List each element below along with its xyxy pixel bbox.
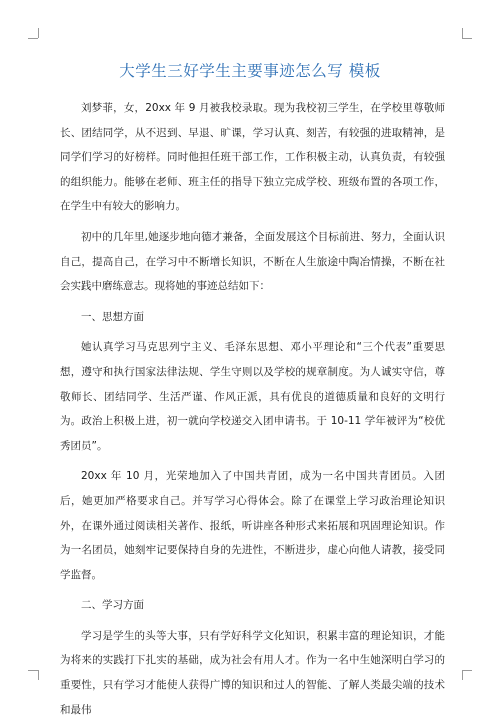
section-heading-thought: 一、思想方面 bbox=[81, 310, 144, 323]
paragraph-study: 学习是学生的头等大事，只有学好科学文化知识，积累丰富的理论知识，才能为将来的实践打下扎实的基础，成为社会有用人才。作为一名中生她深明白学习的重要性，只有学习才能使人获得广博的知识和过人的智能、了解人类最尖端的技术和最伟 bbox=[60, 629, 445, 716]
paragraph-overview: 初中的几年里,她逐步地向德才兼备，全面发展这个目标前进、努力，全面认识自己，提高自己，在学习中不断增长知识，不断在人生旅途中陶冶情操，不断在社会实践中磨练意志。现将她的事迹总结如下： bbox=[60, 230, 445, 293]
section-heading-study: 二、学习方面 bbox=[81, 599, 144, 612]
paragraph-league: 20xx 年 10 月，光荣地加入了中国共青团，成为一名中国共青团员。入团后，她更加严格要求自己。并写学习心得体会。除了在课堂上学习政治理论知识外，在课外通过阅读相关著作、报纸，听讲座各种形式来拓展和巩固理论知识。作为一名团员，她刻牢记要保持自身的先进性，不断进步，虚心向他人请教，接受同学监督。 bbox=[60, 470, 445, 581]
document-body bbox=[60, 96, 445, 728]
paragraph-thought: 她认真学习马克思列宁主义、毛泽东思想、邓小平理论和“三个代表”重要思想，遵守和执行国家法律法规、学生守则以及学校的规章制度。为人诚实守信，尊敬师长、团结同学、生活严谨、作风正派，具有优良的道德质量和良好的文明行为。政治上积极上进，初一就向学校递交入团申请书。于 10-11 学年被评为“校优秀团员”。 bbox=[60, 341, 445, 452]
paragraph-intro: 刘梦菲，女，20xx 年 9 月被我校录取。现为我校初三学生，在学校里尊敬师长、团结同学，从不迟到、早退、旷课，学习认真、刻苦，有较强的进取精神，是同学们学习的好榜样。同时他担任班干部工作，工作积极主动，认真负责，有较强的组织能力。能够在老师、班主任的指导下独立完成学校、班级布置的各项工作，在学生中有较大的影响力。 bbox=[60, 102, 445, 213]
document-title: 大学生三好学生主要事迹怎么写 模板 bbox=[119, 62, 381, 80]
